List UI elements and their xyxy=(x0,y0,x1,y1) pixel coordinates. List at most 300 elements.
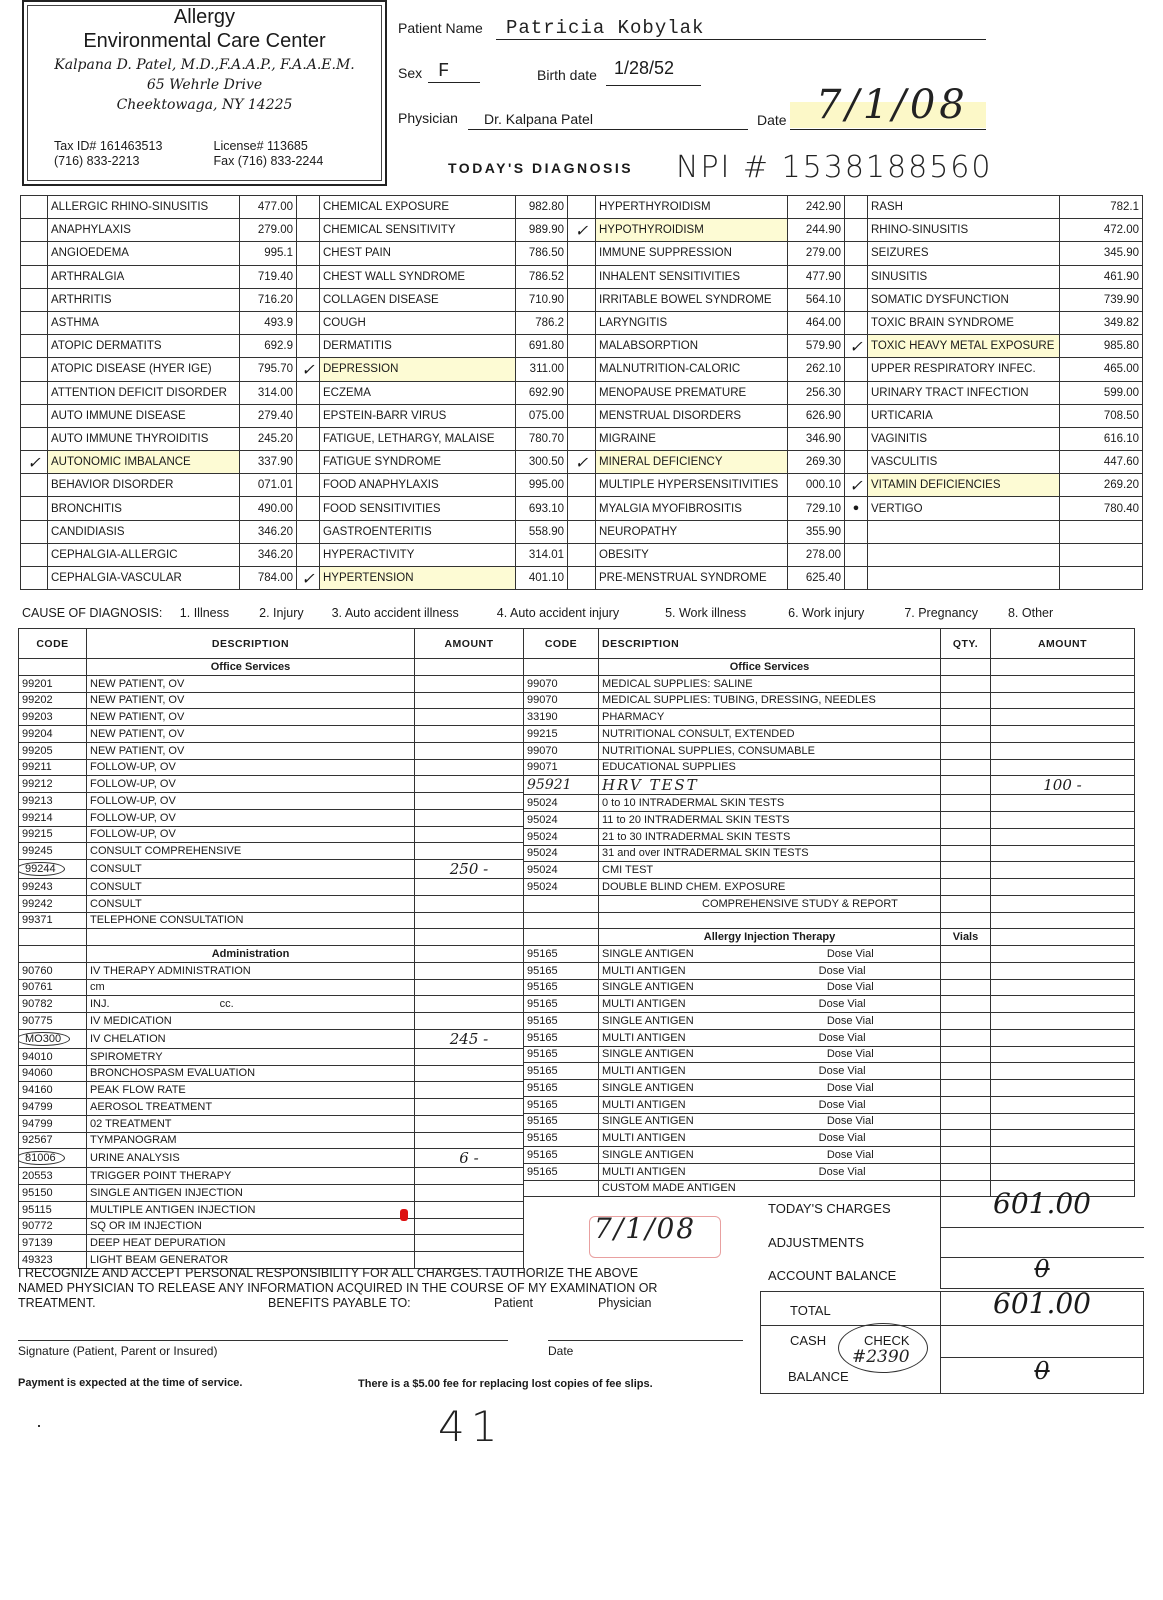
diagnosis-code: 599.00 xyxy=(1060,381,1143,404)
signature-date-line[interactable] xyxy=(548,1340,743,1358)
service-description xyxy=(599,692,941,709)
service-qty[interactable] xyxy=(941,946,991,963)
benefits-physician[interactable]: Physician xyxy=(598,1296,652,1310)
service-row xyxy=(524,1063,1135,1080)
service-code-text: 90761 xyxy=(22,981,53,994)
service-amount[interactable] xyxy=(415,1115,524,1132)
diagnosis-code: 071.01 xyxy=(240,474,297,497)
diagnosis-code: 279.40 xyxy=(240,404,297,427)
service-amount[interactable] xyxy=(991,1080,1135,1097)
service-amount[interactable] xyxy=(991,979,1135,996)
service-code-text: 99371 xyxy=(22,914,53,927)
service-description xyxy=(87,860,415,879)
service-qty[interactable] xyxy=(941,996,991,1013)
service-amount[interactable] xyxy=(415,1132,524,1149)
diagnosis-check[interactable] xyxy=(845,404,868,427)
cause-option[interactable]: 7. Pregnancy xyxy=(904,606,978,620)
service-description-text: NEW PATIENT, OV xyxy=(90,694,185,707)
dose-vial-label: Dose Vial xyxy=(826,981,874,994)
service-code xyxy=(19,1029,87,1048)
service-amount[interactable] xyxy=(991,1063,1135,1080)
service-amount[interactable] xyxy=(415,759,524,776)
service-description xyxy=(87,675,415,692)
service-amount[interactable] xyxy=(991,1029,1135,1046)
service-qty[interactable] xyxy=(941,675,991,692)
diagnosis-name: ALLERGIC RHINO-SINUSITIS xyxy=(48,196,240,219)
service-amount[interactable] xyxy=(991,845,1135,862)
service-qty[interactable] xyxy=(941,1147,991,1164)
date-value[interactable]: 7/1/08 xyxy=(816,82,969,128)
clinic-city: Cheektowaga, NY 14225 xyxy=(116,97,293,113)
col-code: CODE xyxy=(524,629,599,659)
physician-value[interactable]: Dr. Kalpana Patel xyxy=(484,111,593,127)
diagnosis-check[interactable] xyxy=(568,265,596,288)
service-code-text: 94799 xyxy=(22,1117,53,1130)
service-amount[interactable] xyxy=(991,1147,1135,1164)
diagnosis-check[interactable] xyxy=(845,520,868,543)
diagnosis-check[interactable] xyxy=(845,451,868,474)
service-description xyxy=(87,709,415,726)
diagnosis-check[interactable]: ✓ xyxy=(297,567,320,590)
diagnosis-check[interactable]: ✓ xyxy=(845,474,868,497)
service-row xyxy=(524,1013,1135,1030)
service-code-text: 99245 xyxy=(22,845,53,858)
diagnosis-name: HYPERACTIVITY xyxy=(320,543,516,566)
diagnosis-check[interactable] xyxy=(297,543,320,566)
service-amount[interactable] xyxy=(415,1168,524,1185)
service-amount[interactable] xyxy=(415,776,524,793)
service-code-text: 99215 xyxy=(22,828,53,841)
diagnosis-check[interactable] xyxy=(568,497,596,520)
service-row xyxy=(524,1147,1135,1164)
service-amount[interactable] xyxy=(415,879,524,896)
service-code xyxy=(19,1132,87,1149)
diagnosis-check[interactable] xyxy=(21,567,48,590)
diagnosis-check[interactable] xyxy=(297,335,320,358)
cause-option[interactable]: 6. Work injury xyxy=(788,606,865,620)
totals-divider xyxy=(760,1325,1144,1326)
diagnosis-check[interactable] xyxy=(21,543,48,566)
signature-date-label: Date xyxy=(548,1344,574,1358)
service-qty[interactable] xyxy=(941,726,991,743)
patient-name[interactable]: Patricia Kobylak xyxy=(506,17,705,39)
service-amount[interactable] xyxy=(991,1113,1135,1130)
diagnosis-check[interactable] xyxy=(845,567,868,590)
service-description-text: FOLLOW-UP, OV xyxy=(90,778,176,791)
service-row xyxy=(524,1163,1135,1180)
service-row xyxy=(19,1149,524,1168)
cause-option[interactable]: 8. Other xyxy=(1007,606,1054,620)
service-description-text: MEDICAL SUPPLIES: TUBING, DRESSING, NEEDLES xyxy=(602,694,876,707)
diagnosis-check[interactable]: ✓ xyxy=(568,219,596,242)
service-amount[interactable] xyxy=(415,1185,524,1202)
diagnosis-check[interactable] xyxy=(297,196,320,219)
service-qty[interactable] xyxy=(941,776,991,795)
diagnosis-check[interactable] xyxy=(297,311,320,334)
service-description xyxy=(599,912,941,929)
service-qty[interactable] xyxy=(941,759,991,776)
service-qty[interactable] xyxy=(941,828,991,845)
services-table-left xyxy=(18,628,524,1269)
service-row xyxy=(19,1048,524,1065)
service-amount[interactable] xyxy=(415,1013,524,1030)
service-qty[interactable] xyxy=(941,1046,991,1063)
diagnosis-check[interactable] xyxy=(845,219,868,242)
diagnosis-name: CEPHALGIA-VASCULAR xyxy=(48,567,240,590)
diagnosis-name: MALNUTRITION-CALORIC xyxy=(596,358,788,381)
service-code: 95165 xyxy=(524,996,599,1013)
totals-divider xyxy=(940,1227,1144,1228)
diagnosis-check[interactable] xyxy=(21,358,48,381)
service-description xyxy=(599,742,941,759)
diagnosis-check[interactable] xyxy=(845,311,868,334)
diagnosis-check[interactable] xyxy=(297,288,320,311)
service-code-text: 90782 xyxy=(22,998,53,1011)
service-amount[interactable]: 6 - xyxy=(415,1149,524,1168)
diagnosis-check[interactable]: ✓ xyxy=(297,358,320,381)
service-qty[interactable] xyxy=(941,862,991,879)
diagnosis-check[interactable] xyxy=(568,196,596,219)
cause-label: CAUSE OF DIAGNOSIS: xyxy=(22,606,163,620)
service-description-text: CMI TEST xyxy=(602,864,654,877)
diagnosis-check[interactable] xyxy=(568,567,596,590)
service-qty[interactable] xyxy=(941,812,991,829)
service-code xyxy=(524,912,599,929)
service-description xyxy=(87,1013,415,1030)
diagnosis-check[interactable] xyxy=(21,520,48,543)
birth-value[interactable]: 1/28/52 xyxy=(614,58,675,78)
service-amount[interactable] xyxy=(991,879,1135,896)
diagnosis-code xyxy=(1060,543,1143,566)
service-qty[interactable] xyxy=(941,1013,991,1030)
diagnosis-code: 989.90 xyxy=(516,219,568,242)
todays-charges-value[interactable]: 601.00 xyxy=(993,1187,1091,1220)
diagnosis-code: 616.10 xyxy=(1060,427,1143,450)
service-row xyxy=(524,709,1135,726)
clinic-name-line2: Environmental Care Center xyxy=(83,30,326,52)
service-amount[interactable] xyxy=(991,675,1135,692)
diagnosis-check[interactable] xyxy=(568,520,596,543)
service-amount[interactable] xyxy=(991,895,1135,912)
service-amount[interactable] xyxy=(415,726,524,743)
service-amount[interactable]: 100 - xyxy=(991,776,1135,795)
service-code-text: 95150 xyxy=(22,1186,53,1199)
section-heading: Allergy Injection Therapy xyxy=(599,929,941,946)
diagnosis-name: ECZEMA xyxy=(320,381,516,404)
diagnosis-check[interactable] xyxy=(21,311,48,334)
diagnosis-check[interactable] xyxy=(845,543,868,566)
service-amount[interactable] xyxy=(415,962,524,979)
service-amount[interactable] xyxy=(415,843,524,860)
dose-vial-label: Dose Vial xyxy=(826,947,874,960)
service-qty[interactable] xyxy=(941,979,991,996)
service-amount[interactable] xyxy=(991,1013,1135,1030)
diagnosis-check[interactable] xyxy=(568,311,596,334)
diagnosis-check[interactable] xyxy=(21,219,48,242)
service-amount[interactable] xyxy=(991,1130,1135,1147)
service-code-text: 94010 xyxy=(22,1050,53,1063)
cause-option[interactable]: 5. Work illness xyxy=(665,606,747,620)
service-amount[interactable] xyxy=(415,912,524,929)
service-amount[interactable] xyxy=(991,962,1135,979)
col-code: CODE xyxy=(19,629,87,659)
service-description xyxy=(599,1063,941,1080)
diagnosis-code: 269.20 xyxy=(1060,474,1143,497)
service-qty[interactable] xyxy=(941,709,991,726)
diagnosis-name: FATIGUE SYNDROME xyxy=(320,451,516,474)
service-amount[interactable] xyxy=(415,1235,524,1252)
diagnosis-name xyxy=(868,520,1060,543)
service-description xyxy=(87,1115,415,1132)
diagnosis-check[interactable] xyxy=(21,196,48,219)
dose-vial-label: Dose Vial xyxy=(818,1132,866,1145)
service-description xyxy=(599,845,941,862)
service-description-text: MULTIPLE ANTIGEN INJECTION xyxy=(90,1203,256,1216)
diagnosis-name: IMMUNE SUPPRESSION xyxy=(596,242,788,265)
diagnosis-check[interactable] xyxy=(845,358,868,381)
diagnosis-check[interactable] xyxy=(845,427,868,450)
service-description-text: SQ OR IM INJECTION xyxy=(90,1220,202,1233)
legal-line1: I RECOGNIZE AND ACCEPT PERSONAL RESPONSIBILITY FOR ALL CHARGES. I AUTHORIZE THE ABOVE xyxy=(18,1266,639,1280)
service-amount[interactable]: 245 - xyxy=(415,1029,524,1048)
service-description-text: IV MEDICATION xyxy=(90,1014,172,1027)
service-amount[interactable] xyxy=(415,742,524,759)
diagnosis-code: 490.00 xyxy=(240,497,297,520)
service-row xyxy=(524,742,1135,759)
diagnosis-name: VERTIGO xyxy=(868,497,1060,520)
service-description xyxy=(87,1048,415,1065)
service-amount[interactable] xyxy=(991,828,1135,845)
diagnosis-code: 708.50 xyxy=(1060,404,1143,427)
service-qty[interactable] xyxy=(941,742,991,759)
service-row xyxy=(524,675,1135,692)
service-qty[interactable] xyxy=(941,879,991,896)
service-description-text: DOUBLE BLIND CHEM. EXPOSURE xyxy=(602,880,786,893)
diagnosis-check[interactable] xyxy=(845,265,868,288)
account-balance-value[interactable]: 0 xyxy=(1034,1255,1050,1283)
diagnosis-row xyxy=(21,427,1143,450)
service-amount[interactable] xyxy=(991,692,1135,709)
diagnosis-check[interactable] xyxy=(21,427,48,450)
service-row xyxy=(524,795,1135,812)
service-description xyxy=(599,1046,941,1063)
service-description xyxy=(87,929,415,946)
service-amount[interactable] xyxy=(991,759,1135,776)
diagnosis-check[interactable]: ✓ xyxy=(21,451,48,474)
dose-vial-label: Dose Vial xyxy=(818,1165,866,1178)
balance-value[interactable]: 0 xyxy=(1034,1357,1050,1385)
diagnosis-check[interactable] xyxy=(845,381,868,404)
diagnosis-check[interactable] xyxy=(845,196,868,219)
diagnosis-check[interactable] xyxy=(568,288,596,311)
service-amount[interactable] xyxy=(415,929,524,946)
service-amount[interactable] xyxy=(415,979,524,996)
service-description xyxy=(599,1013,941,1030)
service-qty[interactable] xyxy=(941,1096,991,1113)
service-qty[interactable] xyxy=(941,1113,991,1130)
cause-option[interactable]: 1. Illness xyxy=(179,606,230,620)
diagnosis-check[interactable] xyxy=(568,427,596,450)
service-code: 95024 xyxy=(524,879,599,896)
service-description-text: PHARMACY xyxy=(602,711,665,724)
cause-option[interactable]: 4. Auto accident injury xyxy=(496,606,620,620)
service-description-text: 11 to 20 INTRADERMAL SKIN TESTS xyxy=(602,813,790,826)
service-amount[interactable] xyxy=(991,709,1135,726)
signature-label: Signature (Patient, Parent or Insured) xyxy=(18,1344,218,1358)
diagnosis-code: 242.90 xyxy=(788,196,845,219)
diagnosis-check[interactable] xyxy=(21,265,48,288)
service-amount[interactable] xyxy=(415,675,524,692)
service-amount[interactable] xyxy=(991,726,1135,743)
signature-line[interactable] xyxy=(18,1340,508,1358)
service-code: 95165 xyxy=(524,1013,599,1030)
service-amount[interactable] xyxy=(415,1065,524,1082)
service-amount[interactable] xyxy=(991,1163,1135,1180)
service-row xyxy=(19,895,524,912)
diagnosis-check[interactable] xyxy=(845,288,868,311)
diagnosis-table xyxy=(20,195,1143,590)
benefits-patient[interactable]: Patient xyxy=(494,1296,533,1310)
diagnosis-check[interactable] xyxy=(297,451,320,474)
service-amount[interactable] xyxy=(415,692,524,709)
diagnosis-check[interactable] xyxy=(297,427,320,450)
diagnosis-check[interactable] xyxy=(297,404,320,427)
service-amount[interactable] xyxy=(991,742,1135,759)
diagnosis-check[interactable] xyxy=(568,358,596,381)
diagnosis-check[interactable] xyxy=(568,335,596,358)
service-qty[interactable] xyxy=(941,962,991,979)
service-amount[interactable] xyxy=(415,1082,524,1099)
diagnosis-name: BRONCHITIS xyxy=(48,497,240,520)
diagnosis-check[interactable]: • xyxy=(845,497,868,520)
service-amount[interactable] xyxy=(415,1218,524,1235)
dose-vial-label: Dose Vial xyxy=(826,1048,874,1061)
service-amount[interactable] xyxy=(991,795,1135,812)
diagnosis-check[interactable] xyxy=(297,520,320,543)
diagnosis-check[interactable] xyxy=(297,265,320,288)
diagnosis-check[interactable] xyxy=(297,497,320,520)
service-description xyxy=(87,996,415,1013)
service-amount[interactable] xyxy=(415,1048,524,1065)
service-amount[interactable] xyxy=(415,793,524,810)
diagnosis-check[interactable] xyxy=(568,543,596,566)
service-amount[interactable] xyxy=(415,895,524,912)
total-value[interactable]: 601.00 xyxy=(993,1287,1091,1320)
service-qty[interactable] xyxy=(941,692,991,709)
diagnosis-check[interactable]: ✓ xyxy=(845,335,868,358)
diagnosis-code: 716.20 xyxy=(240,288,297,311)
service-qty[interactable] xyxy=(941,1029,991,1046)
diagnosis-check[interactable] xyxy=(21,381,48,404)
service-qty[interactable] xyxy=(941,795,991,812)
diagnosis-check[interactable] xyxy=(297,474,320,497)
diagnosis-name: URINARY TRACT INFECTION xyxy=(868,381,1060,404)
service-amount[interactable] xyxy=(991,946,1135,963)
service-qty[interactable] xyxy=(941,845,991,862)
service-qty[interactable] xyxy=(941,1063,991,1080)
service-amount[interactable] xyxy=(991,1046,1135,1063)
diagnosis-check[interactable] xyxy=(21,242,48,265)
service-description-text: 31 and over INTRADERMAL SKIN TESTS xyxy=(602,847,809,860)
diagnosis-code: 985.80 xyxy=(1060,335,1143,358)
service-row xyxy=(19,1099,524,1116)
diagnosis-code: 477.00 xyxy=(240,196,297,219)
service-row xyxy=(524,759,1135,776)
service-amount[interactable] xyxy=(415,996,524,1013)
diagnosis-check[interactable] xyxy=(568,474,596,497)
service-row xyxy=(19,1201,524,1218)
service-code xyxy=(19,776,87,793)
service-amount[interactable] xyxy=(991,996,1135,1013)
service-code xyxy=(524,929,599,946)
service-description-text: IV CHELATION xyxy=(90,1032,166,1045)
service-amount[interactable] xyxy=(415,826,524,843)
service-amount[interactable] xyxy=(991,912,1135,929)
diagnosis-row xyxy=(21,288,1143,311)
service-amount[interactable] xyxy=(415,1201,524,1218)
service-description-text: MULTI ANTIGEN xyxy=(602,1132,686,1145)
service-amount[interactable] xyxy=(991,812,1135,829)
service-code: 95165 xyxy=(524,1163,599,1180)
dot xyxy=(38,1425,40,1427)
service-description xyxy=(599,962,941,979)
service-amount[interactable] xyxy=(991,862,1135,879)
diagnosis-check[interactable]: ✓ xyxy=(568,451,596,474)
service-qty[interactable] xyxy=(941,1163,991,1180)
service-amount[interactable] xyxy=(415,809,524,826)
diagnosis-check[interactable] xyxy=(21,497,48,520)
diagnosis-check[interactable] xyxy=(297,381,320,404)
diagnosis-check[interactable] xyxy=(845,242,868,265)
sex-value[interactable]: F xyxy=(438,60,450,82)
cause-option[interactable]: 3. Auto accident illness xyxy=(331,606,459,620)
service-description-text: FOLLOW-UP, OV xyxy=(90,761,176,774)
diagnosis-code: 345.90 xyxy=(1060,242,1143,265)
diagnosis-check[interactable] xyxy=(297,242,320,265)
service-amount[interactable] xyxy=(415,1099,524,1116)
service-amount[interactable] xyxy=(415,709,524,726)
diagnosis-check[interactable] xyxy=(21,288,48,311)
service-description xyxy=(599,946,941,963)
service-code-text: 94060 xyxy=(22,1067,53,1080)
service-description xyxy=(87,895,415,912)
service-code-text: 97139 xyxy=(22,1237,53,1250)
service-code: 95165 xyxy=(524,979,599,996)
service-amount[interactable]: 250 - xyxy=(415,860,524,879)
diagnosis-row xyxy=(21,311,1143,334)
service-description-text: SINGLE ANTIGEN xyxy=(602,981,694,994)
diagnosis-check[interactable] xyxy=(21,404,48,427)
diagnosis-check[interactable] xyxy=(568,404,596,427)
cause-option[interactable]: 2. Injury xyxy=(259,606,304,620)
service-code: 95024 xyxy=(524,845,599,862)
service-qty[interactable] xyxy=(941,1130,991,1147)
diagnosis-check[interactable] xyxy=(21,474,48,497)
service-qty[interactable] xyxy=(941,895,991,912)
diagnosis-check[interactable] xyxy=(568,381,596,404)
service-qty[interactable] xyxy=(941,1080,991,1097)
diagnosis-check[interactable] xyxy=(297,219,320,242)
service-row xyxy=(524,845,1135,862)
service-row xyxy=(19,759,524,776)
diagnosis-check[interactable] xyxy=(568,242,596,265)
service-amount[interactable] xyxy=(991,1096,1135,1113)
service-qty[interactable] xyxy=(941,912,991,929)
service-description xyxy=(599,726,941,743)
diagnosis-check[interactable] xyxy=(21,335,48,358)
service-code: 95165 xyxy=(524,946,599,963)
service-row xyxy=(524,912,1135,929)
